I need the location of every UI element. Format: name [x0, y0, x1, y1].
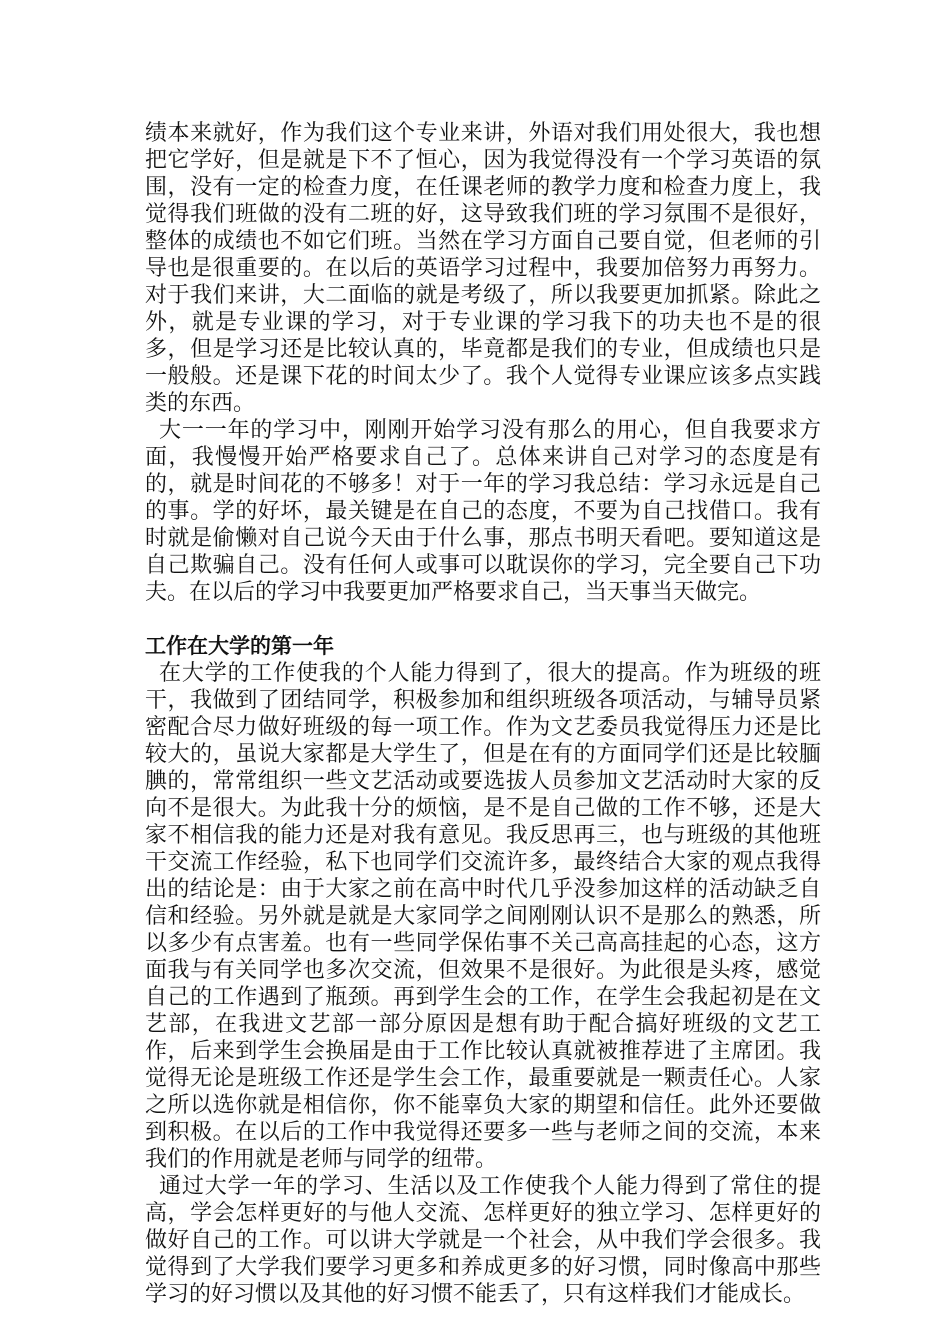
paragraph-continued: 绩本来就好，作为我们这个专业来讲，外语对我们用处很大，我也想把它学好，但是就是下不了恒心，因为我觉得没有一个学习英语的氛围，没有一定的检查力度，在任课老师的教学力度和检查力度上，我觉得我们班做的没有二班的好，这导致我们班的学习氛围不是很好，整体的成绩也不如它们班。当然在学习方面自己要自觉，但老师的引导也是很重要的。在以后的英语学习过程中，我要加倍努力再努力。对于我们来讲，大二面临的就是考级了，所以我要更加抓紧。除此之外，就是专业课的学习，对于专业课的学习我下的功夫也不是的很多，但是学习还是比较认真的，毕竟都是我们的专业，但成绩也只是一般般。还是课下花的时间太少了。我个人觉得专业课应该多点实践类的东西。: [145, 121, 821, 416]
paragraph-work: 在大学的工作使我的个人能力得到了，很大的提高。作为班级的班干，我做到了团结同学，积极参加和组织班级各项活动，与辅导员紧密配合尽力做好班级的每一项工作。作为文艺委员我觉得压力还是比较大的，虽说大家都是大学生了，但是在有的方面同学们还是比较腼腆的，常常组织一些文艺活动或要选拔人员参加文艺活动时大家的反向不是很大。为此我十分的烦恼，是不是自己做的工作不够，还是大家不相信我的能力还是对我有意见。我反思再三，也与班级的其他班干交流工作经验，私下也同学们交流许多，最终结合大家的观点我得出的结论是：由于大家之前在高中时代几乎没参加这样的活动缺乏自信和经验。另外就是就是大家同学之间刚刚认识不是那么的熟悉，所以多少有点害羞。也有一些同学保佑事不关己高高挂起的心态，这方面我与有关同学也多次交流，但效果不是很好。为此很是头疼，感觉自己的工作遇到了瓶颈。再到学生会的工作，在学生会我起初是在文艺部，在我进文艺部一部分原因是想有助于配合搞好班级的文艺工作，后来到学生会换届是由于工作比较认真就被推荐进了主席团。我觉得无论是班级工作还是学生会工作，最重要就是一颗责任心。人家之所以选你就是相信你，你不能辜负大家的期望和信任。此外还要做到积极。在以后的工作中我觉得还要多一些与老师之间的交流，本来我们的作用就是老师与同学的纽带。: [145, 661, 821, 1172]
paragraph-study-summary: 大一一年的学习中，刚刚开始学习没有那么的用心，但自我要求方面，我慢慢开始严格要求自己了。总体来讲自己对学习的态度是有的，就是时间花的不够多！对于一年的学习我总结：学习永远是自己的事。学的好坏，最关键是在自己的态度，不要为自己找借口。我有时就是偷懒对自己说今天由于什么事，那点书明天看吧。要知道这是自己欺骗自己。没有任何人或事可以耽误你的学习，完全要自己下功夫。在以后的学习中我要更加严格要求自己，当天事当天做完。: [145, 418, 821, 605]
section-heading: 工作在大学的第一年: [145, 634, 334, 658]
document-body: [145, 120, 821, 1308]
paragraph-gap: [145, 606, 821, 633]
paragraph-conclusion: 通过大学一年的学习、生活以及工作使我个人能力得到了常住的提高，学会怎样更好的与他人交流、怎样更好的独立学习、怎样更好的做好自己的工作。可以讲大学就是一个社会，从中我们学会很多。我觉得到了大学我们要学习更多和养成更多的好习惯，同时像高中那些学习的好习惯以及其他的好习惯不能丢了，只有这样我们才能成长。: [145, 1174, 821, 1307]
